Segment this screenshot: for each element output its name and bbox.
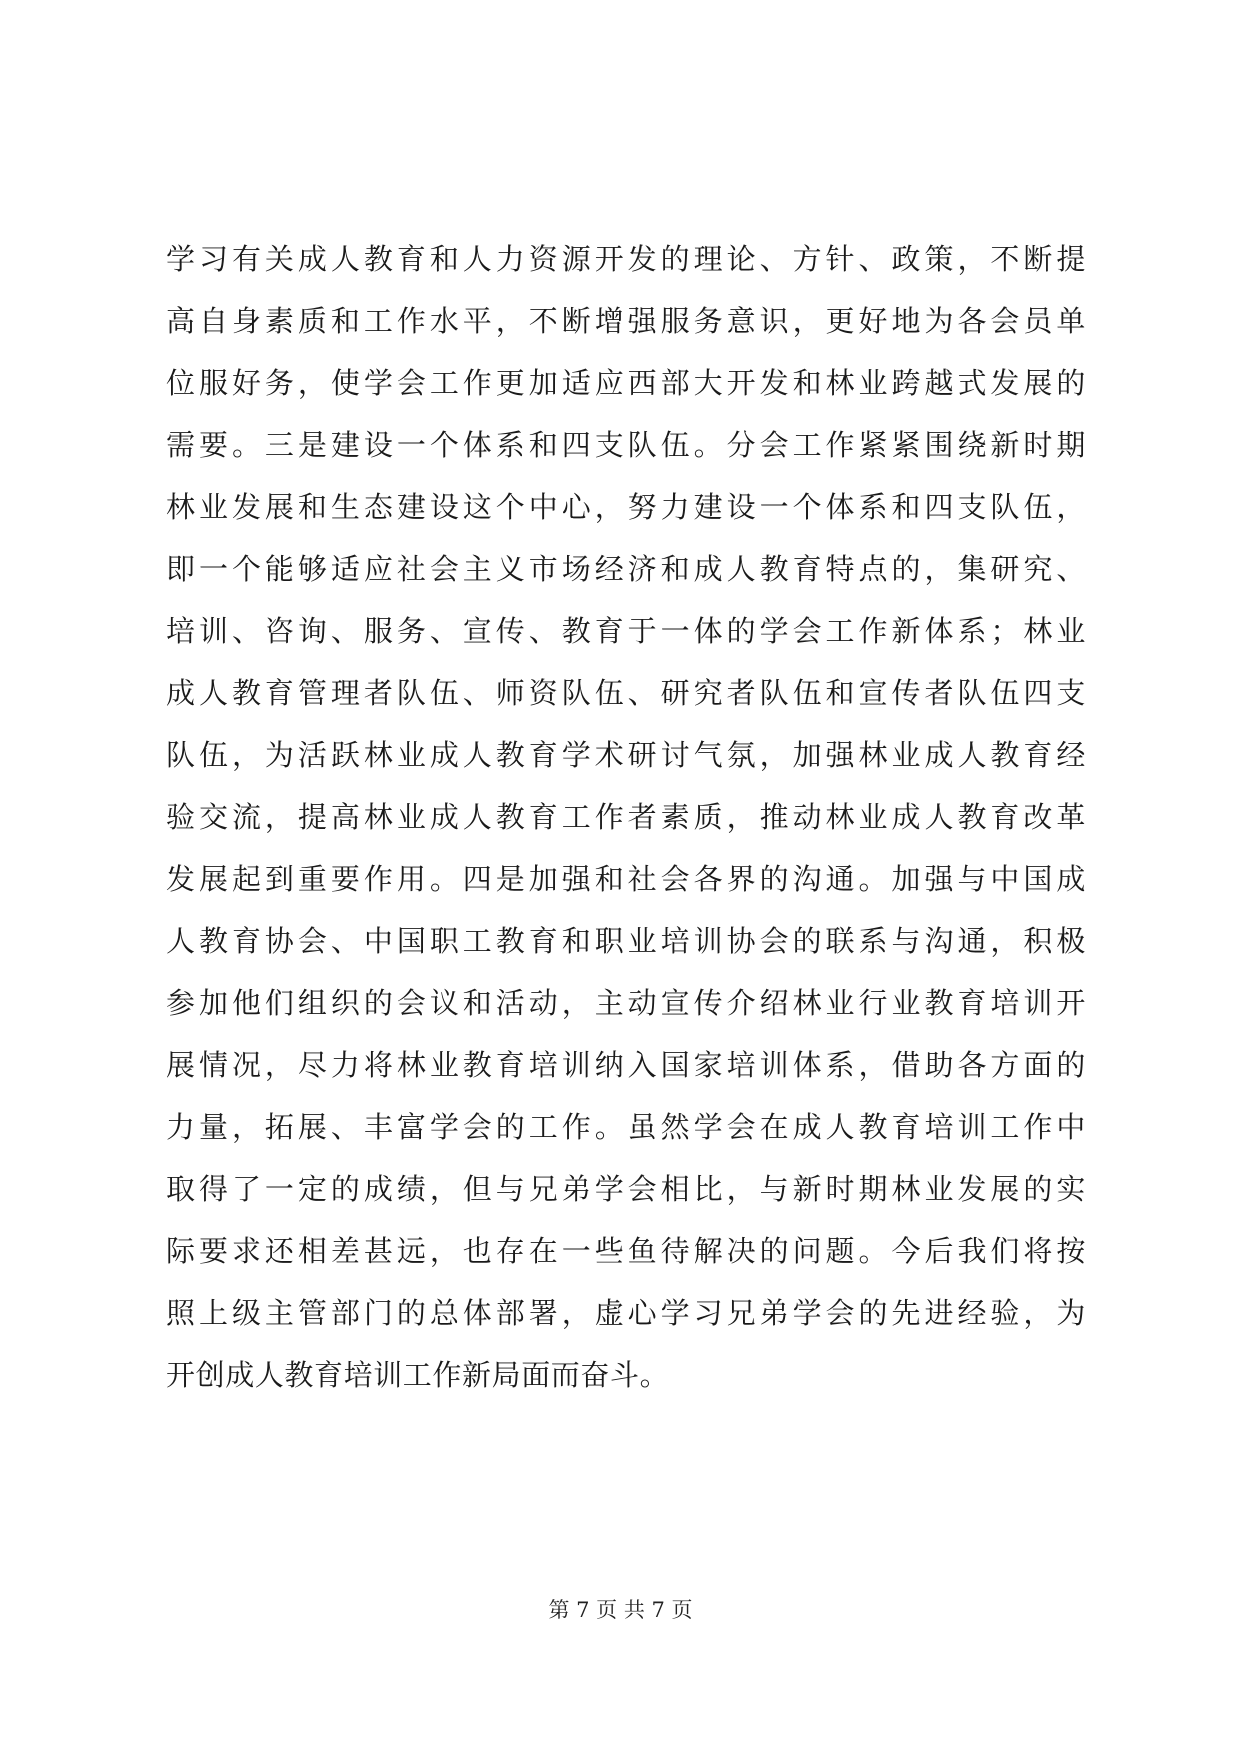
text-line: 发展起到重要作用。四是加强和社会各界的沟通。加强与中国成 <box>166 862 1086 896</box>
text-line: 成人教育管理者队伍、师资队伍、研究者队伍和宣传者队伍四支 <box>166 676 1086 710</box>
text-line: 培训、咨询、服务、宣传、教育于一体的学会工作新体系；林业 <box>166 614 1086 648</box>
text-line: 展情况，尽力将林业教育培训纳入国家培训体系，借助各方面的 <box>166 1048 1086 1082</box>
text-line: 人教育协会、中国职工教育和职业培训协会的联系与沟通，积极 <box>166 924 1086 958</box>
page-number-footer: 第 7 页 共 7 页 <box>548 1598 693 1622</box>
text-line: 力量，拓展、丰富学会的工作。虽然学会在成人教育培训工作中 <box>166 1110 1086 1144</box>
text-line: 验交流，提高林业成人教育工作者素质，推动林业成人教育改革 <box>166 800 1086 834</box>
body-paragraph <box>166 228 1086 1406</box>
text-line: 际要求还相差甚远，也存在一些鱼待解决的问题。今后我们将按 <box>166 1234 1086 1268</box>
text-line: 取得了一定的成绩，但与兄弟学会相比，与新时期林业发展的实 <box>166 1172 1086 1206</box>
text-line: 位服好务，使学会工作更加适应西部大开发和林业跨越式发展的 <box>166 366 1086 400</box>
text-line: 参加他们组织的会议和活动，主动宣传介绍林业行业教育培训开 <box>166 986 1086 1020</box>
text-line: 高自身素质和工作水平，不断增强服务意识，更好地为各会员单 <box>166 304 1086 338</box>
text-line: 需要。三是建设一个体系和四支队伍。分会工作紧紧围绕新时期 <box>166 428 1086 462</box>
text-line: 照上级主管部门的总体部署，虚心学习兄弟学会的先进经验，为 <box>166 1296 1086 1330</box>
text-line-last: 开创成人教育培训工作新局面而奋斗。 <box>166 1358 670 1392</box>
text-line: 即一个能够适应社会主义市场经济和成人教育特点的，集研究、 <box>166 552 1086 586</box>
text-line: 学习有关成人教育和人力资源开发的理论、方针、政策，不断提 <box>166 242 1086 276</box>
text-line: 林业发展和生态建设这个中心，努力建设一个体系和四支队伍， <box>166 490 1086 524</box>
text-line: 队伍，为活跃林业成人教育学术研讨气氛，加强林业成人教育经 <box>166 738 1086 772</box>
